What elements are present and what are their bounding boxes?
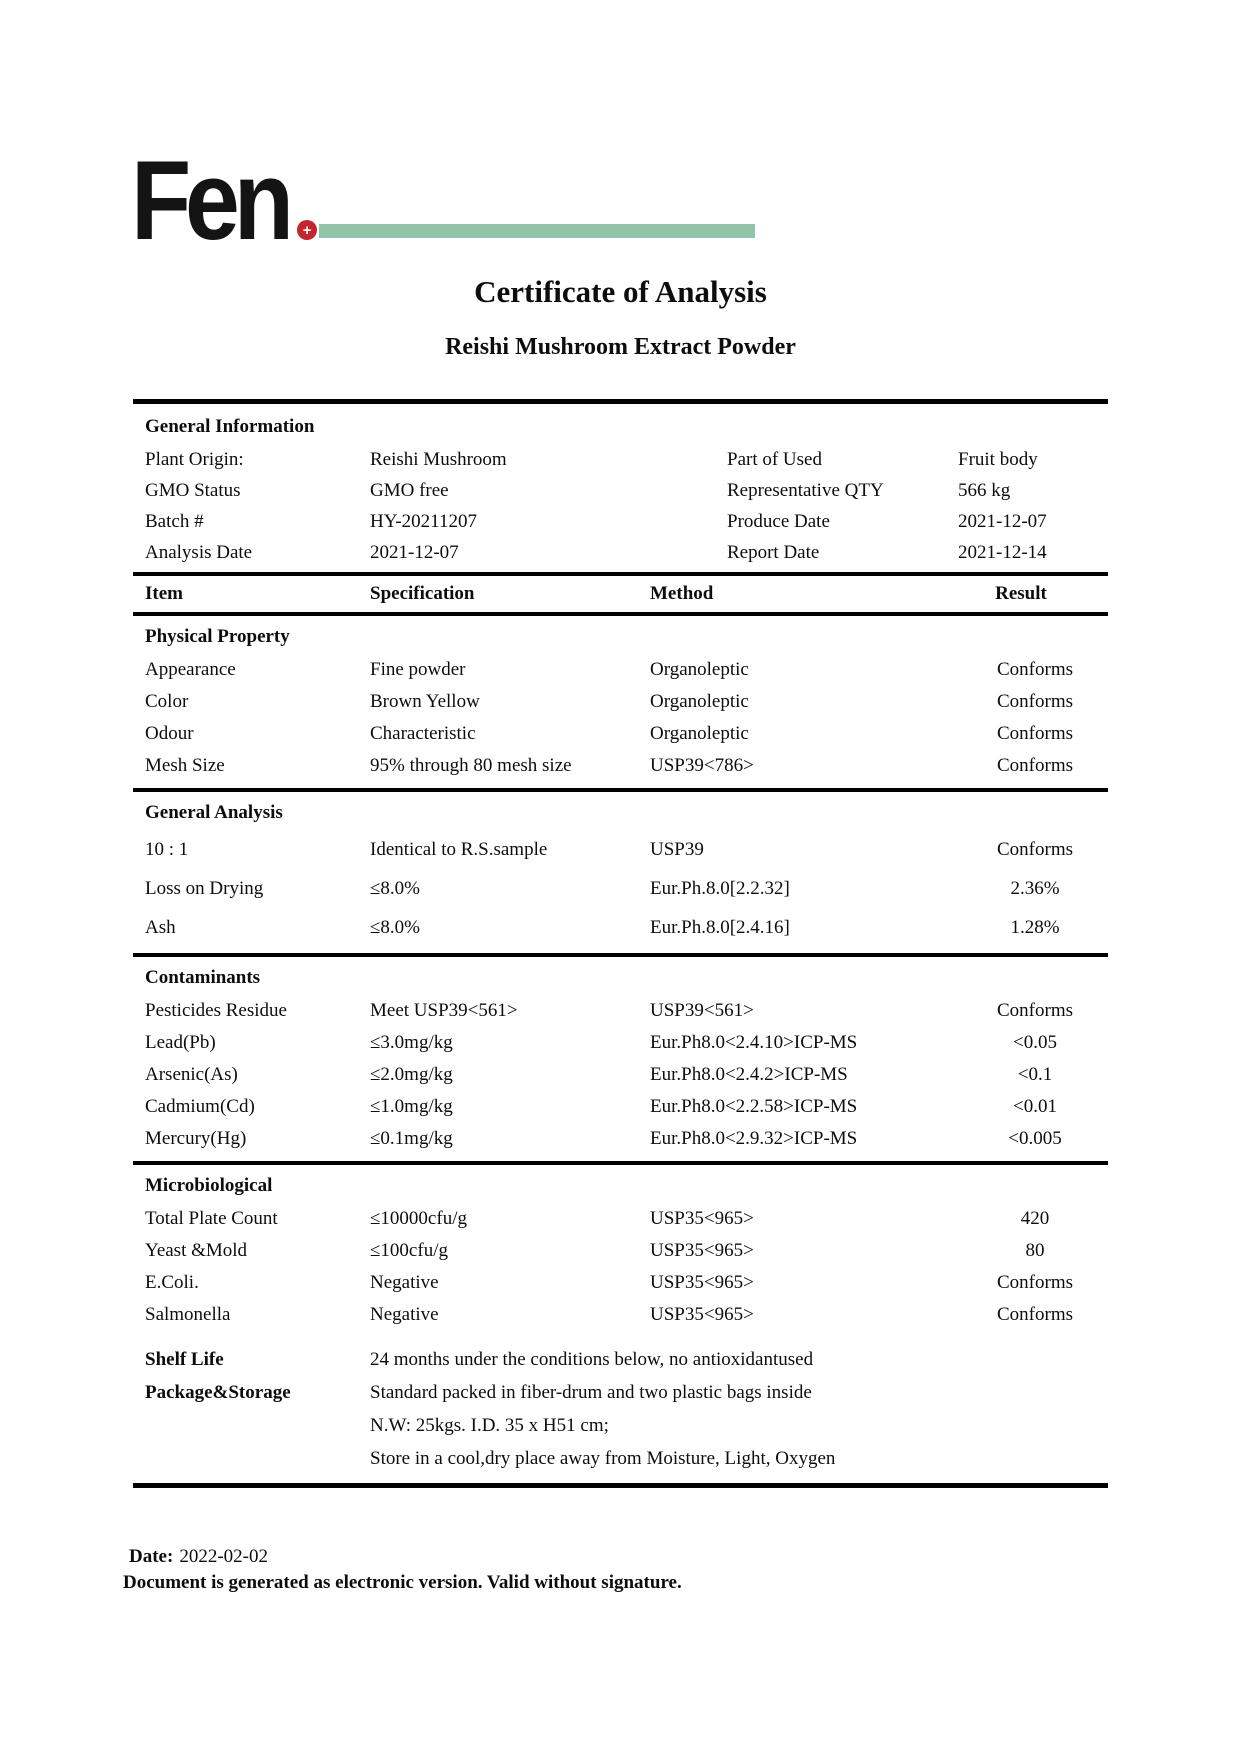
analysis-sections (133, 616, 1108, 1337)
field-value: Fruit body (958, 448, 1038, 470)
specification-cell: ≤0.1mg/kg (370, 1128, 453, 1149)
company-logo (131, 138, 1241, 263)
analysis-row (133, 1059, 1108, 1091)
section-heading: Microbiological (145, 1175, 273, 1196)
result-cell: 1.28% (1010, 916, 1060, 938)
section-heading: General Analysis (145, 802, 283, 823)
item-cell: Loss on Drying (145, 877, 264, 899)
field-label: Part of Used (727, 448, 822, 470)
field-label: Report Date (727, 541, 820, 563)
analysis-row (133, 654, 1108, 686)
field-value: 2021-12-07 (370, 541, 459, 563)
section-contaminants (133, 957, 1108, 1165)
result-cell: Conforms (997, 755, 1073, 776)
specification-cell: 95% through 80 mesh size (370, 755, 572, 776)
item-cell: E.Coli. (145, 1272, 199, 1293)
result-cell: <0.005 (1008, 1128, 1062, 1149)
result-cell: Conforms (997, 1272, 1073, 1293)
specification-cell: ≤8.0% (370, 916, 421, 938)
validity-note: Document is generated as electronic version. Valid without signature. (123, 1572, 682, 1593)
logo-plus-icon: + (297, 220, 317, 240)
field-label: Produce Date (727, 510, 830, 532)
specification-cell: ≤3.0mg/kg (370, 1032, 453, 1053)
storage-row (133, 1409, 1108, 1442)
item-cell: Mercury(Hg) (145, 1128, 247, 1149)
method-cell: Organoleptic (650, 691, 749, 712)
method-cell: Eur.Ph8.0<2.4.10>ICP-MS (650, 1032, 858, 1053)
logo-underline-bar (319, 224, 755, 238)
storage-text: Standard packed in fiber-drum and two plastic bags inside (370, 1381, 812, 1403)
general-info-row (133, 444, 1108, 475)
result-cell: <0.05 (1013, 1032, 1057, 1053)
specification-cell: ≤1.0mg/kg (370, 1096, 453, 1117)
specification-cell: Brown Yellow (370, 691, 480, 712)
item-cell: Pesticides Residue (145, 1000, 287, 1021)
result-cell: <0.1 (1017, 1064, 1053, 1085)
item-cell: 10 : 1 (145, 838, 189, 860)
field-label: Representative QTY (727, 479, 884, 501)
issue-date-line (123, 1546, 1241, 1568)
item-cell: Yeast &Mold (145, 1240, 248, 1261)
analysis-row (133, 718, 1108, 750)
method-cell: Eur.Ph8.0<2.9.32>ICP-MS (650, 1128, 858, 1149)
analysis-row (133, 750, 1108, 782)
general-info-heading: General Information (145, 416, 315, 437)
specification-cell: Meet USP39<561> (370, 1000, 518, 1021)
result-cell: Conforms (997, 691, 1073, 712)
item-cell: Cadmium(Cd) (145, 1096, 255, 1117)
method-cell: USP39 (650, 838, 704, 860)
storage-text: 24 months under the conditions below, no antioxidantused (370, 1348, 814, 1370)
method-cell: Eur.Ph.8.0[2.4.16] (650, 916, 790, 938)
field-value: HY-20211207 (370, 510, 477, 532)
storage-row (133, 1343, 1108, 1376)
method-cell: USP39<561> (650, 1000, 754, 1021)
item-cell: Total Plate Count (145, 1208, 278, 1229)
product-name: Reishi Mushroom Extract Powder (445, 334, 796, 360)
date-label: Date: (129, 1546, 174, 1567)
field-label: Batch # (145, 510, 204, 532)
general-info-section (133, 404, 1108, 576)
specification-cell: ≤8.0% (370, 877, 421, 899)
column-header-specification: Specification (370, 583, 475, 604)
field-value: 566 kg (958, 479, 1011, 501)
method-cell: Eur.Ph.8.0[2.2.32] (650, 877, 790, 899)
table-header-row (133, 576, 1108, 616)
result-cell: 420 (1020, 1208, 1050, 1229)
field-value: 2021-12-07 (958, 510, 1047, 532)
storage-section (133, 1337, 1108, 1483)
field-value: GMO free (370, 479, 449, 501)
result-cell: 2.36% (1010, 877, 1060, 899)
item-cell: Arsenic(As) (145, 1064, 238, 1085)
specification-cell: ≤100cfu/g (370, 1240, 448, 1261)
storage-label: Package&Storage (145, 1381, 291, 1403)
general-info-row (133, 537, 1108, 568)
analysis-row (133, 1027, 1108, 1059)
result-cell: 80 (1025, 1240, 1045, 1261)
general-info-row (133, 475, 1108, 506)
storage-label: Shelf Life (145, 1348, 224, 1370)
field-label: Analysis Date (145, 541, 253, 563)
analysis-row (133, 995, 1108, 1027)
analysis-row (133, 1299, 1108, 1331)
section-microbiological (133, 1165, 1108, 1337)
analysis-row (133, 686, 1108, 718)
document-title: Certificate of Analysis (474, 274, 767, 309)
specification-cell: Negative (370, 1304, 439, 1325)
result-cell: Conforms (997, 723, 1073, 744)
result-cell: Conforms (997, 838, 1073, 860)
logo-wordmark: Fen (131, 138, 288, 263)
item-cell: Odour (145, 723, 194, 744)
column-header-item: Item (145, 583, 183, 604)
specification-cell: Identical to R.S.sample (370, 838, 548, 860)
method-cell: USP35<965> (650, 1208, 754, 1229)
specification-cell: ≤2.0mg/kg (370, 1064, 453, 1085)
item-cell: Ash (145, 916, 176, 938)
method-cell: Organoleptic (650, 723, 749, 744)
method-cell: USP39<786> (650, 755, 754, 776)
specification-cell: Negative (370, 1272, 439, 1293)
analysis-row (133, 1123, 1108, 1155)
column-header-result: Result (995, 583, 1047, 604)
result-cell: <0.01 (1013, 1096, 1057, 1117)
specification-cell: Characteristic (370, 723, 476, 744)
analysis-row (133, 830, 1108, 869)
method-cell: Eur.Ph8.0<2.4.2>ICP-MS (650, 1064, 848, 1085)
section-physical-property (133, 616, 1108, 792)
section-general-analysis (133, 792, 1108, 957)
method-cell: USP35<965> (650, 1240, 754, 1261)
method-cell: USP35<965> (650, 1272, 754, 1293)
field-label: GMO Status (145, 479, 241, 501)
storage-row (133, 1442, 1108, 1475)
analysis-row (133, 1235, 1108, 1267)
storage-row (133, 1376, 1108, 1409)
analysis-row (133, 1203, 1108, 1235)
item-cell: Lead(Pb) (145, 1032, 216, 1053)
general-info-rows (133, 444, 1108, 568)
item-cell: Mesh Size (145, 755, 225, 776)
general-info-row (133, 506, 1108, 537)
method-cell: Eur.Ph8.0<2.2.58>ICP-MS (650, 1096, 858, 1117)
column-header-method: Method (650, 583, 714, 604)
result-cell: Conforms (997, 1304, 1073, 1325)
item-cell: Salmonella (145, 1304, 231, 1325)
date-value: 2022-02-02 (179, 1546, 268, 1567)
method-cell: USP35<965> (650, 1304, 754, 1325)
result-cell: Conforms (997, 659, 1073, 680)
method-cell: Organoleptic (650, 659, 749, 680)
field-value: Reishi Mushroom (370, 448, 507, 470)
analysis-row (133, 908, 1108, 947)
section-heading: Physical Property (145, 626, 290, 647)
storage-text: Store in a cool,dry place away from Moisture, Light, Oxygen (370, 1447, 836, 1469)
field-label: Plant Origin: (145, 448, 244, 470)
analysis-row (133, 1267, 1108, 1299)
item-cell: Color (145, 691, 189, 712)
specification-cell: ≤10000cfu/g (370, 1208, 467, 1229)
section-heading: Contaminants (145, 967, 261, 988)
storage-text: N.W: 25kgs. I.D. 35 x H51 cm; (370, 1414, 609, 1436)
result-cell: Conforms (997, 1000, 1073, 1021)
field-value: 2021-12-14 (958, 541, 1047, 563)
coa-table (133, 399, 1108, 1488)
analysis-row (133, 1091, 1108, 1123)
specification-cell: Fine powder (370, 659, 466, 680)
analysis-row (133, 869, 1108, 908)
footer (123, 1546, 1241, 1594)
item-cell: Appearance (145, 659, 236, 680)
